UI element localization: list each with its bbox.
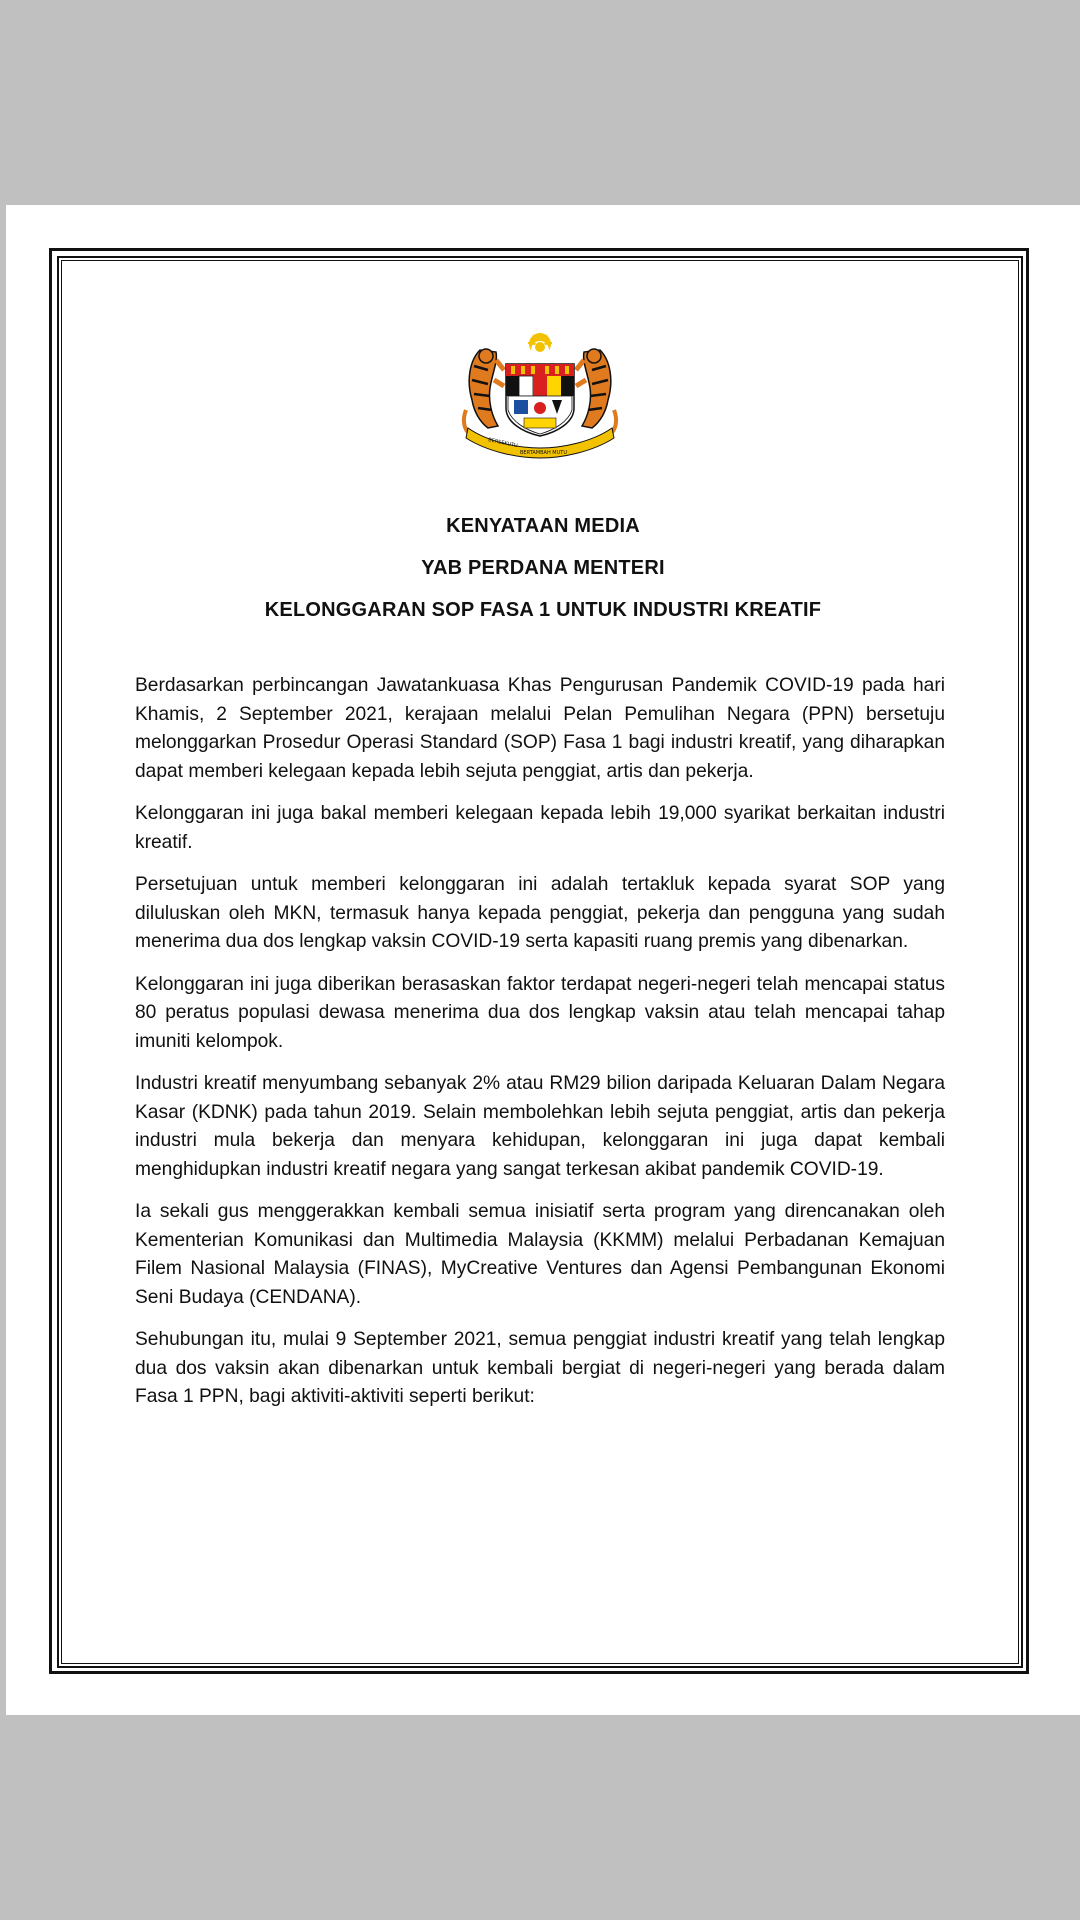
tiger-left-icon: [464, 349, 504, 434]
tiger-right-icon: [576, 349, 616, 434]
body-text: [135, 672, 945, 1426]
shield-icon: [506, 364, 574, 436]
heading-block: [62, 514, 1024, 640]
paragraph: Persetujuan untuk memberi kelonggaran ini adalah tertakluk kepada syarat SOP yang diluluskan oleh MKN, termasuk hanya kepada penggiat, pekerja dan pengguna yang sudah menerima dua dos lengkap vaksin COVID-19 serta kapasiti ruang premis yang dibenarkan.: [135, 874, 945, 952]
motto-center-text: BERTAMBAH MUTU: [520, 450, 567, 456]
motto-left-text: BERSEKUTU: [487, 437, 519, 450]
crescent-star-icon: [528, 332, 552, 359]
paragraph: Ia sekali gus menggerakkan kembali semua inisiatif serta program yang direncanakan oleh Kementerian Komunikasi dan Multimedia Malaysia (KKMM) melalui Perbadanan Kemajuan Filem Nasional Malaysia (FINAS), MyCreative Ventures dan Agensi Pembangunan Ekonomi Seni Budaya (CENDANA).: [135, 1201, 945, 1308]
heading-prime-minister: YAB PERDANA MENTERI: [421, 557, 665, 579]
paragraph: Kelonggaran ini juga diberikan berasaskan faktor terdapat negeri-negeri telah mencapai status 80 peratus populasi dewasa menerima dua dos lengkap vaksin atau telah mencapai tahap imuniti kelompok.: [135, 973, 945, 1052]
paragraph: Kelonggaran ini juga bakal memberi kelegaan kepada lebih 19,000 syarikat berkaitan industri kreatif.: [135, 803, 945, 853]
paragraph: Sehubungan itu, mulai 9 September 2021, semua penggiat industri kreatif yang telah lengkap dua dos vaksin akan dibenarkan untuk kembali bergiat di negeri-negeri yang berada dalam Fasa 1 PPN, bagi aktiviti-aktiviti seperti berikut:: [135, 1329, 945, 1407]
heading-media-statement: KENYATAAN MEDIA: [446, 515, 640, 537]
paragraph: Berdasarkan perbincangan Jawatankuasa Khas Pengurusan Pandemik COVID-19 pada hari Khamis, 2 September 2021, kerajaan melalui Pelan Pemulihan Negara (PPN) bersetuju melonggarkan Prosedur Operasi Standard (SOP) Fasa 1 bagi industri kreatif, yang diharapkan dapat memberi kelegaan kepada lebih sejuta penggiat, artis dan pekerja.: [135, 675, 945, 782]
paragraph: Industri kreatif menyumbang sebanyak 2% atau RM29 bilion daripada Keluaran Dalam Negara Kasar (KDNK) pada tahun 2019. Selain membolehkan lebih sejuta penggiat, artis dan pekerja industri mula bekerja dan menyara kehidupan, kelonggaran ini juga dapat kembali menghidupkan industri kreatif negara yang sangat terkesan akibat pandemik COVID-19.: [135, 1073, 945, 1180]
heading-title: KELONGGARAN SOP FASA 1 UNTUK INDUSTRI KREATIF: [264, 599, 822, 621]
coat-of-arms-icon: [458, 330, 622, 460]
document-page: [6, 205, 1080, 1715]
